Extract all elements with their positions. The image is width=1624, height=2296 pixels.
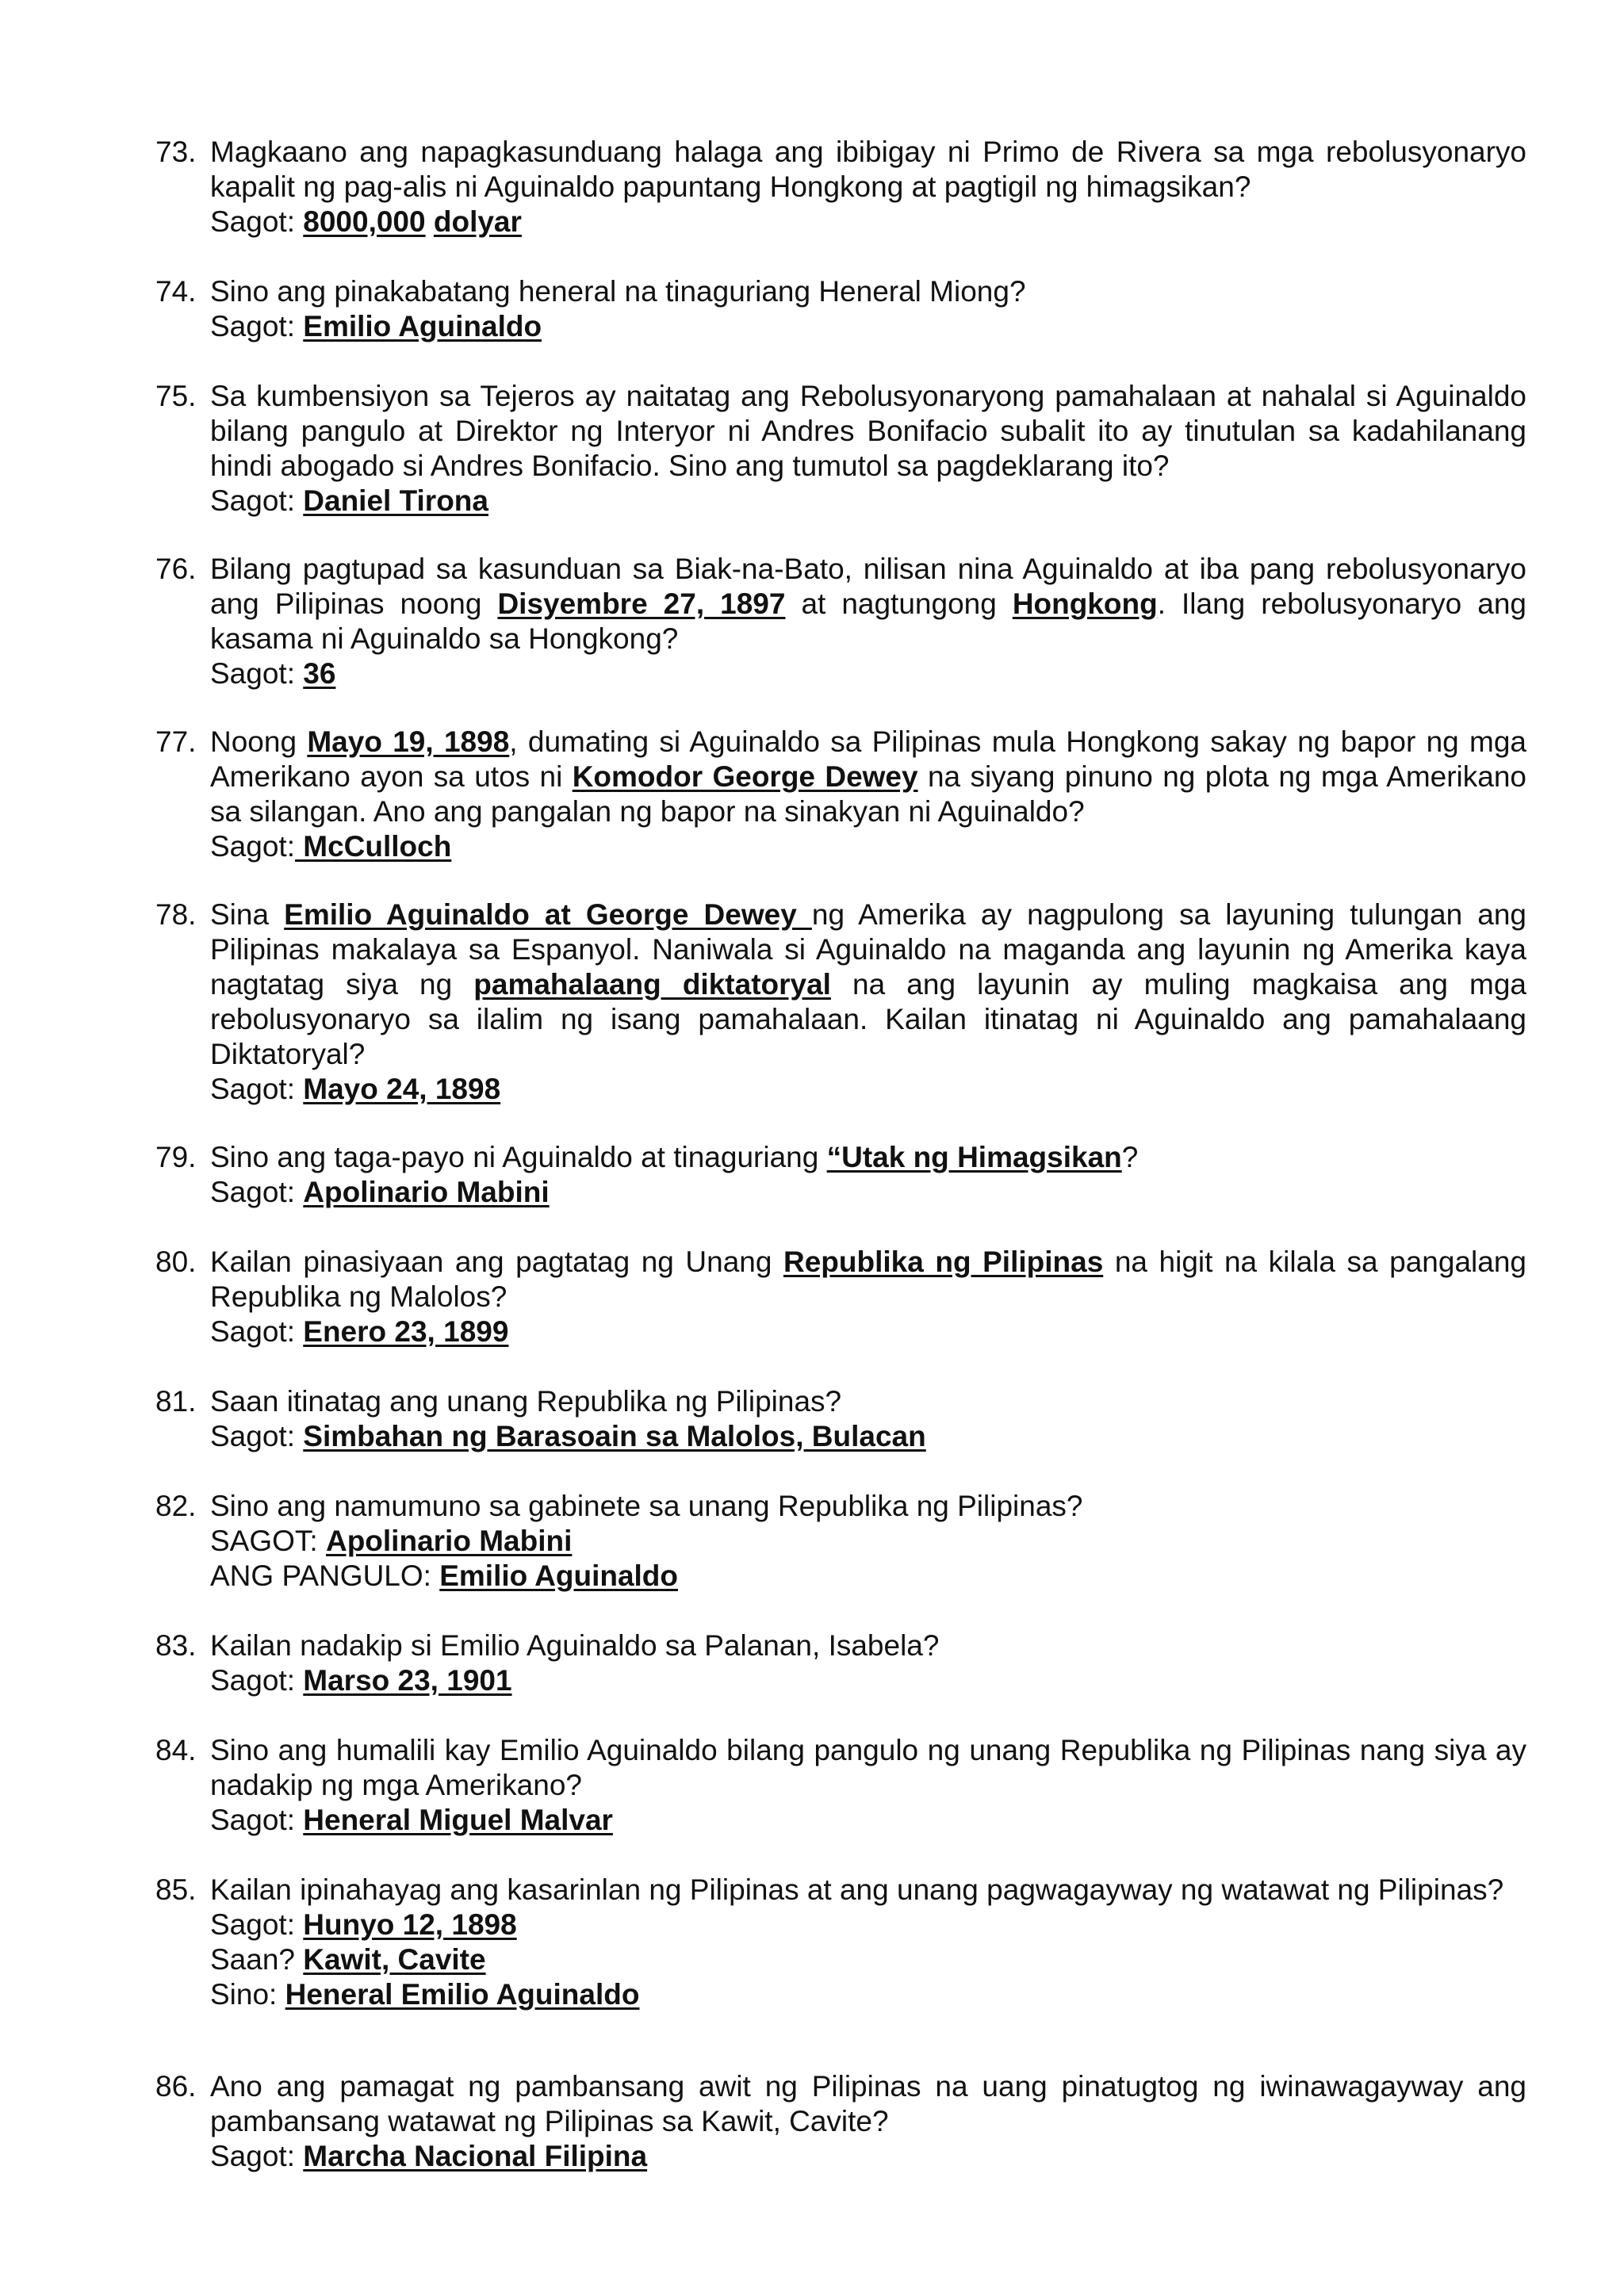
question-number: 82. [155, 1490, 197, 1522]
answer-label: Sagot: [210, 657, 304, 690]
emphasis-republic: Republika ng Pilipinas [783, 1246, 1104, 1278]
answer-value: Apolinario Mabini [325, 1525, 573, 1557]
question-text: Noong Mayo 19, 1898, dumating si Aguinaldo sa Pilipinas mula Hongkong sakay ng bapor ng mga Amerikano ayon sa utos ni Komodor George Dewey na siyang pinuno ng plota ng mga Amerikano sa silangan. Ano ang pangalan ng bapor na sinakyan ni Aguinaldo? [210, 725, 1527, 828]
question-body [210, 1733, 1526, 1838]
answer-value: Emilio Aguinaldo [303, 310, 542, 342]
question-number: 73. [155, 136, 197, 168]
answer-label: ANG PANGULO: [210, 1559, 440, 1592]
question-number: 77. [155, 725, 197, 758]
emphasis-government: pamahalaang diktatoryal [473, 968, 831, 1001]
question-body [210, 725, 1526, 864]
answer-line [210, 1524, 1526, 1559]
question-text: Kailan ipinahayag ang kasarinlan ng Pilipinas at ang unang pagwagayway ng watawat ng Pilipinas? [210, 1873, 1504, 1906]
answer-label: Sino: [210, 1978, 285, 2011]
emphasis-date: Mayo 19, 1898 [307, 725, 510, 758]
question-text: Bilang pagtupad sa kasunduan sa Biak-na-Bato, nilisan nina Aguinaldo at iba pang rebolusyonaryo ang Pilipinas noong Disyembre 27, 1897 at nagtungong Hongkong. Ilang rebolusyonaryo ang kasama ni Aguinaldo sa Hongkong? [210, 553, 1526, 655]
emphasis-persons: Emilio Aguinaldo at George Dewey [284, 898, 812, 931]
emphasis-place: Hongkong [1012, 587, 1158, 620]
question-number: 78. [155, 898, 197, 931]
question-number: 81. [155, 1385, 197, 1418]
answer-line [210, 1803, 1526, 1838]
answer-label: Sagot: [210, 1804, 304, 1836]
question-number: 86. [155, 2070, 197, 2103]
answer-value: Enero 23, 1899 [303, 1315, 509, 1348]
question-text: Kailan nadakip si Emilio Aguinaldo sa Palanan, Isabela? [210, 1629, 940, 1662]
question-number: 75. [155, 380, 197, 412]
answer-line [210, 1908, 1526, 1942]
emphasis-title: “Utak ng Himagsikan [826, 1141, 1122, 1173]
answer-label: Sagot: [210, 2140, 304, 2172]
answer-value: Mayo 24, 1898 [303, 1073, 501, 1105]
answer-label: Sagot: [210, 1420, 304, 1452]
question-body [210, 274, 1526, 344]
question-number: 74. [155, 275, 197, 308]
question-text: Sino ang taga-payo ni Aguinaldo at tinaguriang “Utak ng Himagsikan? [210, 1141, 1139, 1173]
answer-label: Sagot: [210, 310, 304, 342]
question-body [210, 1245, 1526, 1349]
answer-label: Sagot: [210, 830, 295, 863]
question-number: 84. [155, 1734, 197, 1766]
question-body [210, 1489, 1526, 1594]
emphasis-date: Disyembre 27, 1897 [497, 587, 786, 620]
question-number: 83. [155, 1629, 197, 1662]
answer-value: Heneral Emilio Aguinaldo [285, 1978, 640, 2011]
answer-label: Sagot: [210, 1908, 304, 1941]
question-text: Sino ang pinakabatang heneral na tinaguriang Heneral Miong? [210, 275, 1026, 308]
answer-line [210, 1175, 1526, 1210]
answer-line [210, 1072, 1526, 1107]
question-text: Sino ang namumuno sa gabinete sa unang Republika ng Pilipinas? [210, 1490, 1083, 1522]
question-number: 85. [155, 1873, 197, 1906]
answer-label: Sagot: [210, 205, 304, 238]
answer-value: Marso 23, 1901 [303, 1664, 512, 1697]
answer-line [210, 1977, 1526, 2012]
answer-line [210, 656, 1526, 691]
answer-value: Emilio Aguinaldo [439, 1559, 679, 1592]
emphasis-person: Komodor George Dewey [572, 760, 918, 793]
question-body [210, 1140, 1526, 1210]
question-number: 79. [155, 1141, 197, 1173]
question-text: Magkaano ang napagkasunduang halaga ang ibibigay ni Primo de Rivera sa mga rebolusyonaryo kapalit ng pag-alis ni Aguinaldo papuntang Hongkong at pagtigil ng himagsikan? [210, 136, 1526, 203]
question-number: 76. [155, 553, 197, 585]
question-number: 80. [155, 1246, 197, 1278]
question-text: Sa kumbensiyon sa Tejeros ay naitatag ang Rebolusyonaryong pamahalaan at nahalal si Aguinaldo bilang pangulo at Direktor ng Interyor ni Andres Bonifacio subalit ito ay tinutulan sa kadahilanang hindi abogado si Andres Bonifacio. Sino ang tumutol sa pagdeklarang ito? [210, 380, 1526, 482]
answer-line [210, 2139, 1526, 2174]
question-body [210, 552, 1526, 691]
answer-value: Kawit, Cavite [303, 1943, 486, 1976]
answer-line [210, 309, 1526, 344]
answer-line [210, 1314, 1526, 1349]
question-text: Kailan pinasiyaan ang pagtatag ng Unang Republika ng Pilipinas na higit na kilala sa pangalang Republika ng Malolos? [210, 1246, 1526, 1313]
question-text: Sino ang humalili kay Emilio Aguinaldo bilang pangulo ng unang Republika ng Pilipinas nang siya ay nadakip ng mga Amerikano? [210, 1734, 1526, 1801]
question-body [210, 897, 1526, 1107]
question-text: Saan itinatag ang unang Republika ng Pilipinas? [210, 1385, 842, 1418]
answer-label: Sagot: [210, 1176, 304, 1208]
answer-line [210, 1942, 1526, 1977]
answer-line [210, 484, 1526, 519]
answer-value: 36 [303, 657, 336, 690]
answer-value: McCulloch [294, 830, 452, 863]
answer-value: Daniel Tirona [303, 484, 488, 517]
answer-line [210, 1559, 1526, 1594]
answer-label: Sagot: [210, 1073, 304, 1105]
question-body [210, 2069, 1526, 2174]
question-body [210, 135, 1526, 239]
question-text: Ano ang pamagat ng pambansang awit ng Pilipinas na uang pinatugtog ng iwinawagayway ang pambansang watawat ng Pilipinas sa Kawit, Cavite? [210, 2070, 1526, 2137]
question-text: Sina Emilio Aguinaldo at George Dewey ng Amerika ay nagpulong sa layuning tulungan ang Pilipinas makalaya sa Espanyol. Naniwala si Aguinaldo na maganda ang layunin ng Amerika kaya nagtatag siya ng pamahalaang diktatoryal na ang layunin ay muling magkaisa ang mga rebolusyonaryo sa ilalim ng isang pamahalaan. Kailan itinatag ni Aguinaldo ang pamahalaang Diktatoryal? [210, 898, 1527, 1070]
answer-value: Simbahan ng Barasoain sa Malolos, Bulacan [303, 1420, 926, 1452]
answer-value-extra: dolyar [433, 205, 522, 238]
question-body [210, 1873, 1526, 2012]
answer-line [210, 205, 1526, 239]
answer-value: 8000,000 [303, 205, 426, 238]
answer-value: Heneral Miguel Malvar [303, 1804, 613, 1836]
answer-value: Marcha Nacional Filipina [303, 2140, 648, 2172]
answer-label: SAGOT: [210, 1525, 326, 1557]
answer-line [210, 1663, 1526, 1698]
question-body [210, 1384, 1526, 1454]
answer-line [210, 1419, 1526, 1454]
question-body [210, 379, 1526, 519]
answer-label: Sagot: [210, 1664, 304, 1697]
answer-label: Sagot: [210, 1315, 304, 1348]
answer-value: Apolinario Mabini [303, 1176, 550, 1208]
question-body [210, 1628, 1526, 1698]
answer-label: Sagot: [210, 484, 304, 517]
answer-line [210, 829, 1526, 864]
answer-value: Hunyo 12, 1898 [303, 1908, 517, 1941]
answer-label: Saan? [210, 1943, 304, 1976]
